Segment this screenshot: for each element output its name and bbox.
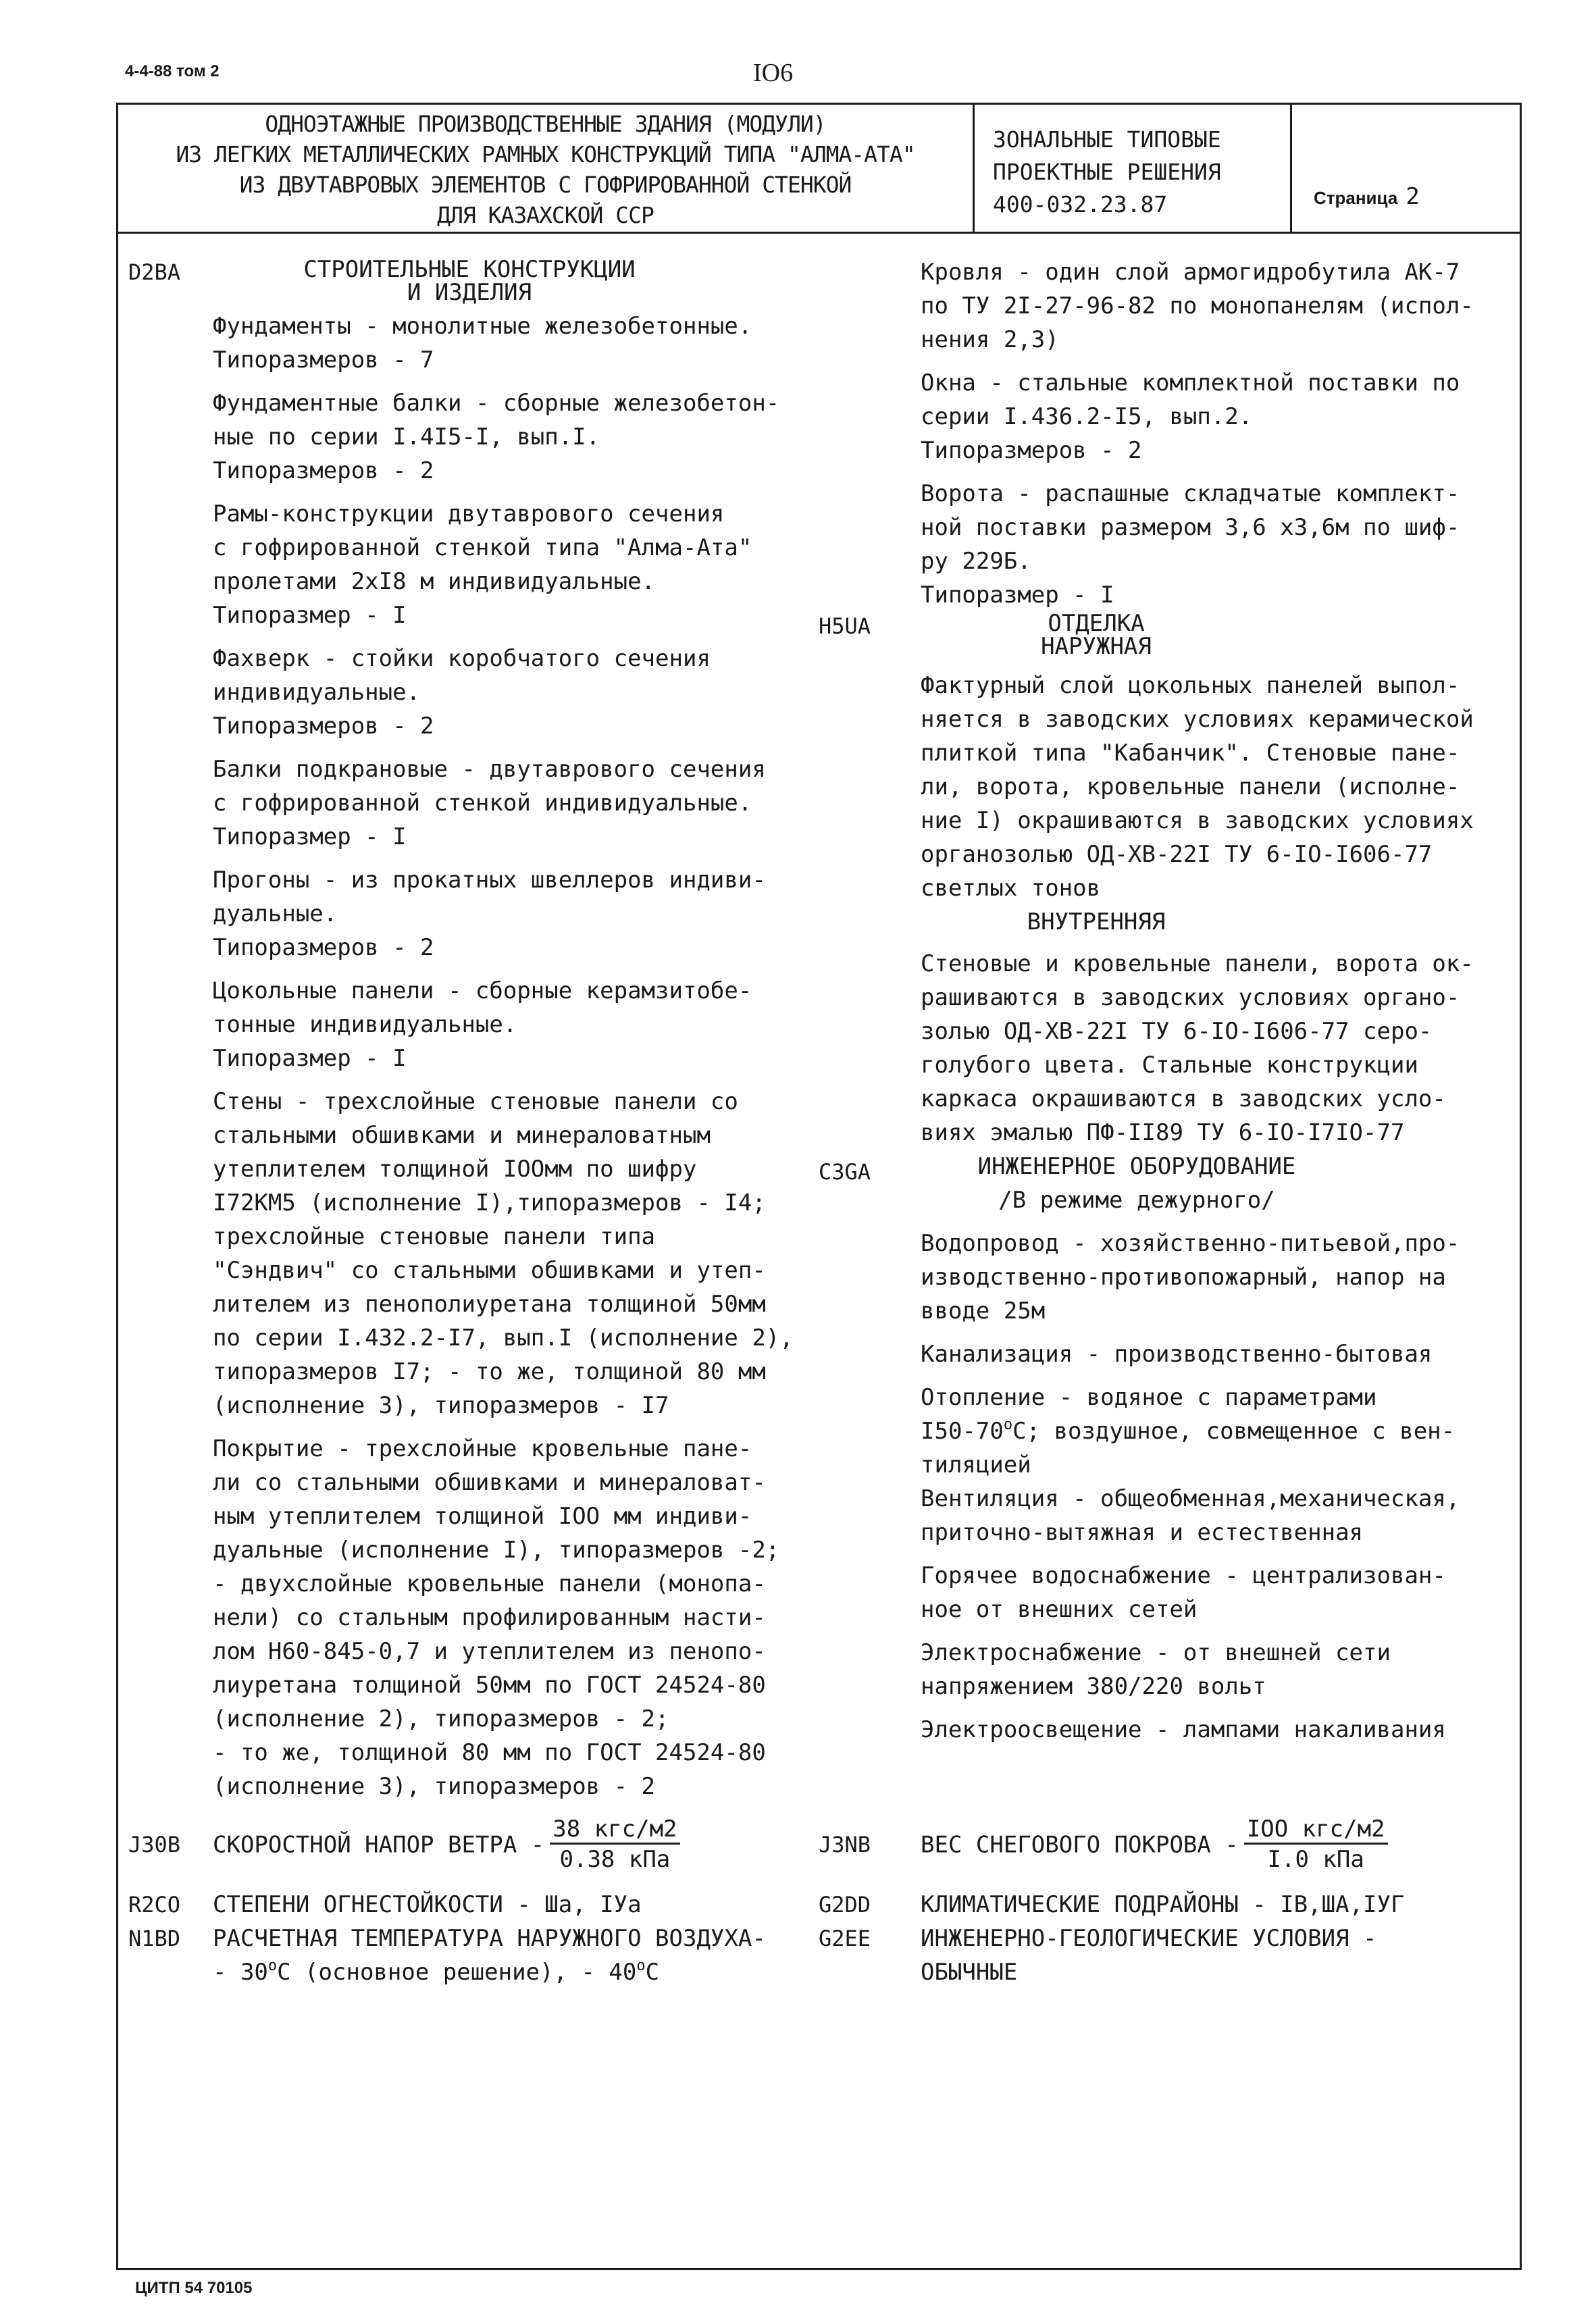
solutions-line: ПРОЕКТНЫЕ РЕШЕНИЯ <box>993 159 1221 185</box>
text-line: Фахверк - стойки коробчатого сечения <box>213 645 711 672</box>
snow-load <box>921 1816 1388 1874</box>
heading-line: ОТДЕЛКА <box>1048 610 1145 637</box>
text-line: ным утеплителем толщиной IOO мм индиви- <box>213 1503 752 1530</box>
degree-mark: о <box>636 1957 646 1974</box>
spec-paragraph <box>921 1636 1501 1703</box>
section-code: C3GA <box>819 1159 871 1185</box>
frame-bottom-rule <box>116 2268 1522 2270</box>
design-temperature <box>213 1922 766 1989</box>
geological-conditions <box>921 1922 1377 1989</box>
text-line: серии I.436.2-I5, вып.2. <box>921 403 1253 430</box>
solutions-block <box>993 124 1221 221</box>
text-line: Отопление - водяное с параметрами <box>921 1384 1377 1411</box>
text-line: Стеновые и кровельные панели, ворота ок- <box>921 950 1474 977</box>
wind-pressure <box>213 1816 680 1874</box>
text-line: "Сэндвич" со стальными обшивками и утеп- <box>213 1257 766 1284</box>
right-column <box>921 255 1501 1756</box>
param-code: N1BD <box>128 1926 181 1951</box>
text-line: голубого цвета. Стальные конструкции <box>921 1052 1418 1079</box>
text-line: типоразмеров I7; - то же, толщиной 80 мм <box>213 1358 766 1385</box>
title-line: ДЛЯ КАЗАХСКОЙ ССР <box>437 202 654 228</box>
section-code: H5UA <box>819 613 871 639</box>
frame-right-rule <box>1520 234 1522 2268</box>
text-line: золью ОД-ХВ-22I ТУ 6-IO-I606-77 серо- <box>921 1018 1433 1045</box>
text-line: индивидуальные. <box>213 679 421 706</box>
text-line: Окна - стальные комплектной поставки по <box>921 369 1460 396</box>
text-line: пролетами 2хI8 м индивидуальные. <box>213 568 656 595</box>
spec-paragraph <box>213 309 821 377</box>
text-line: Типоразмер - I <box>213 1045 407 1072</box>
text-line: Цокольные панели - сборные керамзитобе- <box>213 977 752 1004</box>
text-line: ОБЫЧНЫЕ <box>921 1959 1018 1986</box>
sheet-label: Страница <box>1314 188 1398 208</box>
spec-paragraph <box>921 1713 1501 1747</box>
spec-paragraph <box>921 255 1501 357</box>
section-heading <box>213 258 726 304</box>
text-line: Типоразмеров - 2 <box>213 713 434 740</box>
text-line: I50-70 <box>921 1418 1004 1445</box>
page-number: IO6 <box>753 59 794 87</box>
text-line: Стены - трехслойные стеновые панели со <box>213 1088 738 1115</box>
text-line: нения 2,3) <box>921 326 1059 353</box>
text-line: напряжением 380/220 вольт <box>921 1673 1266 1700</box>
spec-paragraph <box>213 1432 821 1803</box>
text-line: Балки подкрановые - двутаврового сечения <box>213 756 766 783</box>
text-line: РАСЧЕТНАЯ ТЕМПЕРАТУРА НАРУЖНОГО ВОЗДУХА- <box>213 1925 766 1952</box>
fire-resistance: СТЕПЕНИ ОГНЕСТОЙКОСТИ - Шa, IУa <box>213 1891 642 1918</box>
text-line: I72КМ5 (исполнение I),типоразмеров - I4; <box>213 1189 766 1216</box>
spec-paragraph <box>213 752 821 854</box>
sheet-block <box>1314 183 1420 210</box>
text-line: тиляцией <box>921 1451 1031 1479</box>
degree-mark: о <box>1003 1416 1013 1433</box>
text-line: Типоразмеров - 2 <box>213 457 434 484</box>
spec-paragraph <box>921 669 1501 905</box>
spec-paragraph <box>921 947 1501 1150</box>
text-line: Электроснабжение - от внешней сети <box>921 1639 1391 1666</box>
text-line: трехслойные стеновые панели типа <box>213 1223 656 1250</box>
param-label: ВЕС СНЕГОВОГО ПОКРОВА - <box>921 1831 1239 1859</box>
degree-mark: о <box>267 1957 278 1974</box>
text-line: Горячее водоснабжение - централизован- <box>921 1562 1446 1589</box>
text-line: тонные индивидуальные. <box>213 1011 517 1038</box>
text-line: по серии I.432.2-I7, вып.I (исполнение 2), <box>213 1325 794 1352</box>
text-line: нели) со стальным профилированным насти- <box>213 1604 766 1631</box>
text-line: плиткой типа "Кабанчик". Стеновые пане- <box>921 740 1460 767</box>
text-line: ли, ворота, кровельные панели (исполне- <box>921 773 1460 800</box>
text-line: - то же, толщиной 80 мм по ГОСТ 24524-80 <box>213 1739 766 1766</box>
text-line: виях эмалью ПФ-II89 ТУ 6-IO-I7IO-77 <box>921 1119 1405 1146</box>
text-line: ру 229Б. <box>921 548 1031 575</box>
text-line: Покрытие - трехслойные кровельные пане- <box>213 1435 752 1462</box>
fraction-denominator: 0.38 кПа <box>559 1846 671 1873</box>
title-block <box>116 103 1522 234</box>
text-line: вводе 25м <box>921 1297 1046 1325</box>
left-column <box>213 258 821 1813</box>
text-line: няется в заводских условиях керамической <box>921 706 1474 733</box>
param-code: G2EE <box>819 1926 871 1951</box>
text-line: с гофрированной стенкой индивидуальные. <box>213 790 752 817</box>
spec-paragraph <box>213 642 821 743</box>
text-line: ИНЖЕНЕРНО-ГЕОЛОГИЧЕСКИЕ УСЛОВИЯ - <box>921 1925 1377 1952</box>
text-line: ное от внешних сетей <box>921 1596 1198 1623</box>
text-line: С; воздушное, совмещенное с вен- <box>1012 1418 1456 1445</box>
text-line: ли со стальными обшивками и минераловат- <box>213 1469 766 1496</box>
text-line: утеплителем толщиной IOOмм по шифру <box>213 1156 697 1183</box>
text-line: ной поставки размером 3,6 х3,6м по шиф- <box>921 514 1460 541</box>
text-line: дуальные (исполнение I), типоразмеров -2; <box>213 1537 780 1564</box>
sheet-number: 2 <box>1406 183 1420 210</box>
text-line: (исполнение 2), типоразмеров - 2; <box>213 1705 669 1732</box>
heading-line: СТРОИТЕЛЬНЫЕ КОНСТРУКЦИИ <box>303 256 636 283</box>
spec-paragraph <box>213 497 821 632</box>
text-line: Типоразмер - I <box>921 582 1114 609</box>
spec-paragraph <box>213 1085 821 1422</box>
text-line: Фактурный слой цокольных панелей выпол- <box>921 672 1460 699</box>
spec-paragraph <box>921 477 1501 612</box>
title-line: ИЗ ДВУТАВРОВЫХ ЭЛЕМЕНТОВ С ГОФРИРОВАННОЙ СТЕНКОЙ <box>239 172 852 198</box>
text-line: Типоразмеров - 2 <box>213 934 434 961</box>
fraction-numerator: 38 кгс/м2 <box>550 1816 679 1845</box>
text-line: (исполнение 3), типоразмеров - 2 <box>213 1773 656 1800</box>
text-line: рашиваются в заводских условиях органо- <box>921 984 1460 1011</box>
text-line: Типоразмеров - 7 <box>213 346 434 374</box>
divider <box>1290 105 1292 232</box>
text-line: - двухслойные кровельные панели (монопа- <box>213 1570 766 1597</box>
solutions-line: 400-032.23.87 <box>993 191 1168 217</box>
spec-paragraph <box>921 1381 1501 1482</box>
text-line: Типоразмер - I <box>213 823 407 850</box>
text-line: приточно-вытяжная и естественная <box>921 1519 1364 1546</box>
text-line: Водопровод - хозяйственно-питьевой,про- <box>921 1230 1460 1257</box>
text-line: стальными обшивками и минераловатным <box>213 1122 711 1149</box>
heading-line: НАРУЖНАЯ <box>1041 633 1152 660</box>
text-line: Рамы-конструкции двутаврового сечения <box>213 500 725 528</box>
finish-heading <box>921 612 1272 658</box>
text-line: органозолью ОД-ХВ-22I ТУ 6-IO-I606-77 <box>921 841 1433 868</box>
fraction-denominator: I.0 кПа <box>1267 1846 1364 1873</box>
text-line: лом Н60-845-0,7 и утеплителем из пенопо- <box>213 1638 766 1665</box>
text-line: Фундаменты - монолитные железобетонные. <box>213 313 752 340</box>
section-code: D2BA <box>128 259 181 285</box>
spec-paragraph <box>921 366 1501 467</box>
text-line: Вентиляция - общеобменная,механическая, <box>921 1485 1460 1512</box>
climate-subregions: КЛИМАТИЧЕСКИЕ ПОДРАЙОНЫ - IВ,ША,IУГ <box>921 1891 1405 1918</box>
spec-paragraph <box>213 863 821 965</box>
text-line: Прогоны - из прокатных швеллеров индиви- <box>213 867 766 894</box>
text-line: Канализация - производственно-бытовая <box>921 1341 1433 1368</box>
equipment-heading: ИНЖЕНЕРНОЕ ОБОРУДОВАНИЕ <box>977 1153 1296 1180</box>
album-reference: 4-4-88 том 2 <box>125 62 220 80</box>
equipment-subheading: /В режиме дежурного/ <box>998 1187 1275 1214</box>
text-line: ные по серии I.4I5-I, вып.I. <box>213 423 600 451</box>
text-line: каркаса окрашиваются в заводских усло- <box>921 1085 1446 1112</box>
text-line: Фундаментные балки - сборные железобетон- <box>213 390 780 417</box>
spec-paragraph <box>921 1559 1501 1626</box>
title-line: ОДНОЭТАЖНЫЕ ПРОИЗВОДСТВЕННЫЕ ЗДАНИЯ (МОДУЛИ) <box>265 111 826 137</box>
text-line: - 30 <box>213 1959 268 1986</box>
text-line: дуальные. <box>213 900 338 927</box>
snow-fraction <box>1244 1816 1388 1874</box>
solutions-line: ЗОНАЛЬНЫЕ ТИПОВЫЕ <box>993 126 1221 153</box>
publisher-stamp: ЦИТП 54 70105 <box>135 2279 253 2297</box>
inner-finish-heading: ВНУТРЕННЯЯ <box>1027 908 1166 935</box>
text-line: Кровля - один слой армогидробутила АК-7 <box>921 259 1460 286</box>
text-line: с гофрированной стенкой типа "Алма-Ата" <box>213 534 752 561</box>
fraction-numerator: IOO кгс/м2 <box>1244 1816 1388 1845</box>
title-line: ИЗ ЛЕГКИХ МЕТАЛЛИЧЕСКИХ РАМНЫХ КОНСТРУКЦИЙ ТИПА "АЛМА-АТА" <box>176 141 915 168</box>
spec-paragraph <box>921 1482 1501 1549</box>
wind-fraction <box>550 1816 679 1874</box>
text-line: по ТУ 2I-27-96-82 по монопанелям (испол- <box>921 292 1474 319</box>
param-code: J3NB <box>819 1832 871 1857</box>
text-line: С (основное решение), - 40 <box>277 1959 637 1986</box>
divider <box>973 105 975 232</box>
spec-paragraph <box>213 386 821 488</box>
text-line: Ворота - распашные складчатые комплект- <box>921 480 1460 507</box>
heading-line: И ИЗДЕЛИЯ <box>407 279 532 306</box>
text-line: лиуретана толщиной 50мм по ГОСТ 24524-80 <box>213 1672 766 1699</box>
param-code: G2DD <box>819 1892 871 1918</box>
spec-paragraph <box>921 1337 1501 1371</box>
text-line: Типоразмеров - 2 <box>921 437 1142 464</box>
text-line: Электроосвещение - лампами накаливания <box>921 1716 1446 1743</box>
param-code: R2CO <box>128 1892 181 1918</box>
param-code: J30B <box>128 1832 181 1857</box>
document-title <box>118 109 973 230</box>
text-line: светлых тонов <box>921 875 1101 902</box>
text-line: ние I) окрашиваются в заводских условиях <box>921 807 1474 834</box>
text-line: Типоразмер - I <box>213 602 407 629</box>
text-line: С <box>645 1959 660 1986</box>
text-line: лителем из пенополиуретана толщиной 50мм <box>213 1291 766 1318</box>
param-label: СКОРОСТНОЙ НАПОР ВЕТРА - <box>213 1831 545 1859</box>
frame-left-rule <box>116 234 118 2268</box>
text-line: изводственно-противопожарный, напор на <box>921 1264 1446 1291</box>
spec-paragraph <box>921 1227 1501 1328</box>
spec-paragraph <box>213 974 821 1075</box>
text-line: (исполнение 3), типоразмеров - I7 <box>213 1392 669 1419</box>
